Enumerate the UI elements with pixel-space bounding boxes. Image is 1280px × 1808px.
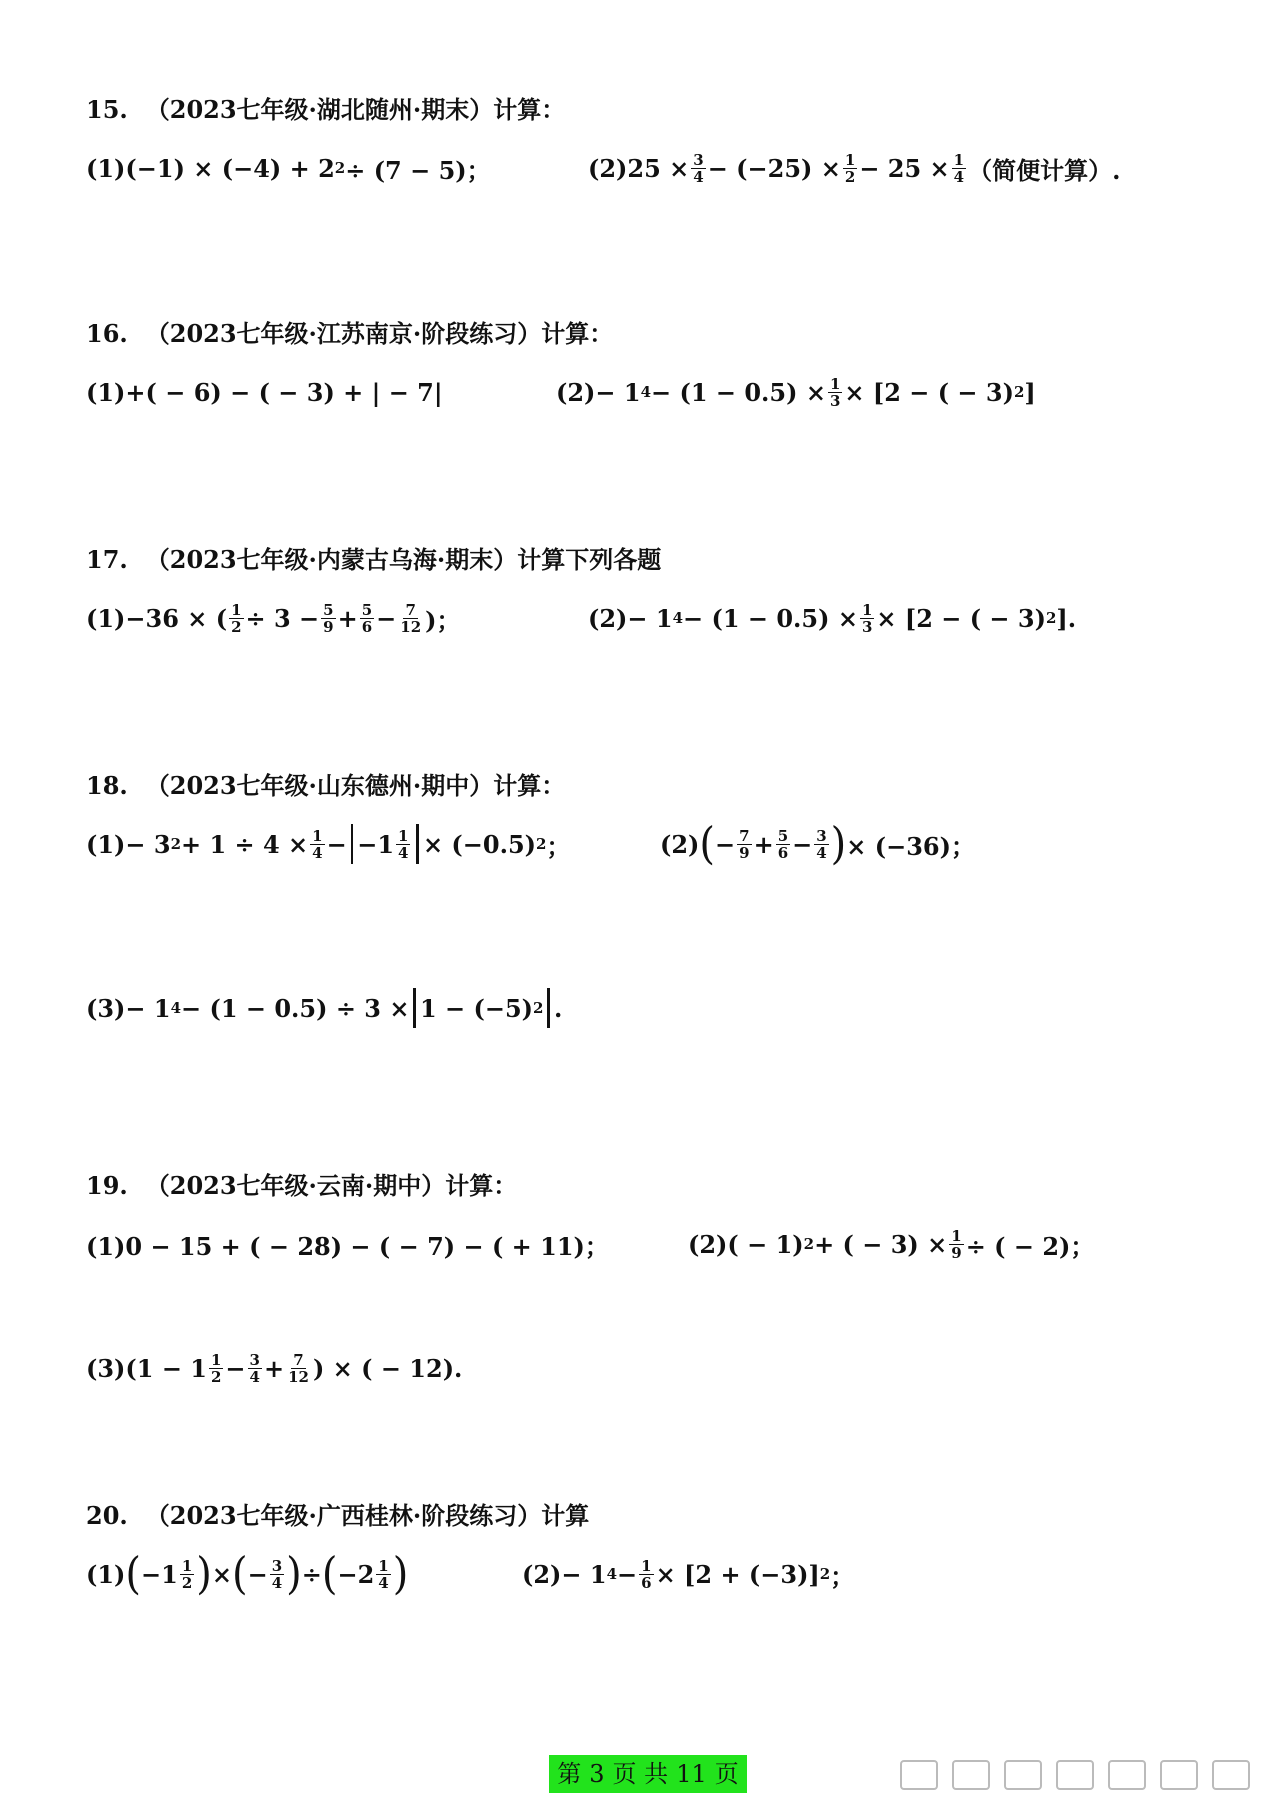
- decorative-box: [952, 1760, 990, 1790]
- problem-header: [86, 1500, 1216, 1532]
- sub-problem-2: (2)25 × $\frac{3}{4}$ − (−25) × $\frac{1}{2}$ − 25 × $\frac{1}{4}$ （简便计算）.: [588, 150, 1121, 186]
- problem-number: 17.: [86, 545, 128, 574]
- sub-problem-3: (3)(1 − 1 $\frac{1}{2}$ − $\frac{3}{4}$ + $\frac{7}{12}$ ) × ( − 12).: [86, 1350, 463, 1386]
- problem-number: 16.: [86, 319, 128, 348]
- page-suffix: 页: [714, 1760, 739, 1788]
- decorative-box: [1108, 1760, 1146, 1790]
- sub-problem-1: (1)0 − 15 + ( − 28) − ( − 7) − ( + 11)；: [86, 1231, 609, 1261]
- problem-header: [86, 318, 1216, 350]
- decorative-box: [1004, 1760, 1042, 1790]
- problem-16: [86, 318, 1216, 422]
- problem-15: [86, 94, 1216, 198]
- problem-title: （2023七年级·湖北随州·期末）计算：: [145, 95, 566, 124]
- decorative-boxes: [900, 1760, 1250, 1790]
- problem-title: （2023七年级·江苏南京·阶段练习）计算：: [145, 319, 614, 348]
- decorative-box: [1212, 1760, 1250, 1790]
- problem-number: 19.: [86, 1171, 128, 1200]
- sub-problem-2: (2)− 1 4 − (1 − 0.5) × $\frac{1}{3}$ × [2 − ( − 3) 2 ]: [556, 374, 1036, 410]
- problem-header: [86, 1170, 1216, 1202]
- problem-header: [86, 94, 1216, 126]
- problem-17: [86, 544, 1216, 648]
- sub-problem-2: (2) ( − $\frac{7}{9}$ + $\frac{5}{6}$ − $\frac{3}{4}$ ) × (−36)；: [660, 818, 975, 870]
- sub-problem-2: (2)− 1 4 − (1 − 0.5) × $\frac{1}{3}$ × [2 − ( − 3) 2 ].: [588, 600, 1077, 636]
- problem-20: [86, 1500, 1216, 1604]
- decorative-box: [1056, 1760, 1094, 1790]
- problem-header: [86, 544, 1216, 576]
- problem-title: （2023七年级·广西桂林·阶段练习）计算: [145, 1501, 590, 1530]
- sub-problem-1: (1)(−1) × (−4) + 2 2 ÷ (7 − 5)；: [86, 153, 491, 185]
- sub-problem-1: (1)− 3 2 + 1 ÷ 4 × $\frac{1}{4}$ − −1 $\frac{1}{4}$ × (−0.5) 2 ；: [86, 814, 570, 874]
- problem-number: 20.: [86, 1501, 128, 1530]
- problem-header: [86, 770, 1216, 802]
- problem-title: （2023七年级·内蒙古乌海·期末）计算下列各题: [145, 545, 662, 574]
- sub-problem-2: (2)− 1 4 − $\frac{1}{6}$ × [2 + (−3)] 2 ；: [522, 1556, 855, 1592]
- page-number: 3: [589, 1760, 605, 1788]
- problem-18: [86, 770, 1216, 1038]
- sub-problem-1: (1) ( −1 $\frac{1}{2}$ ) × ( − $\frac{3}{4}$ ) ÷ ( −2 $\frac{1}{4}$ ): [86, 1548, 409, 1600]
- problem-number: 18.: [86, 771, 128, 800]
- page-total: 11: [676, 1760, 707, 1788]
- page-prefix: 第: [557, 1760, 582, 1788]
- sub-problem-1: (1)−36 × ( $\frac{1}{2}$ ÷ 3 − $\frac{5}{9}$ + $\frac{5}{6}$ − $\frac{7}{12}$ )；: [86, 600, 461, 636]
- decorative-box: [1160, 1760, 1198, 1790]
- problem-title: （2023七年级·山东德州·期中）计算：: [145, 771, 566, 800]
- page-indicator: [549, 1755, 747, 1793]
- sub-problem-1: (1)+( − 6) − ( − 3) + | − 7|: [86, 377, 443, 407]
- problem-19: [86, 1170, 1216, 1398]
- problem-title: （2023七年级·云南·期中）计算：: [145, 1171, 518, 1200]
- sub-problem-3: (3)− 1 4 − (1 − 0.5) ÷ 3 × 1 − (−5) 2 .: [86, 978, 562, 1038]
- sub-problem-2: (2)( − 1) 2 + ( − 3) × $\frac{1}{9}$ ÷ ( − 2)；: [688, 1226, 1095, 1262]
- decorative-box: [900, 1760, 938, 1790]
- page-mid: 页 共: [612, 1760, 669, 1788]
- problem-number: 15.: [86, 95, 128, 124]
